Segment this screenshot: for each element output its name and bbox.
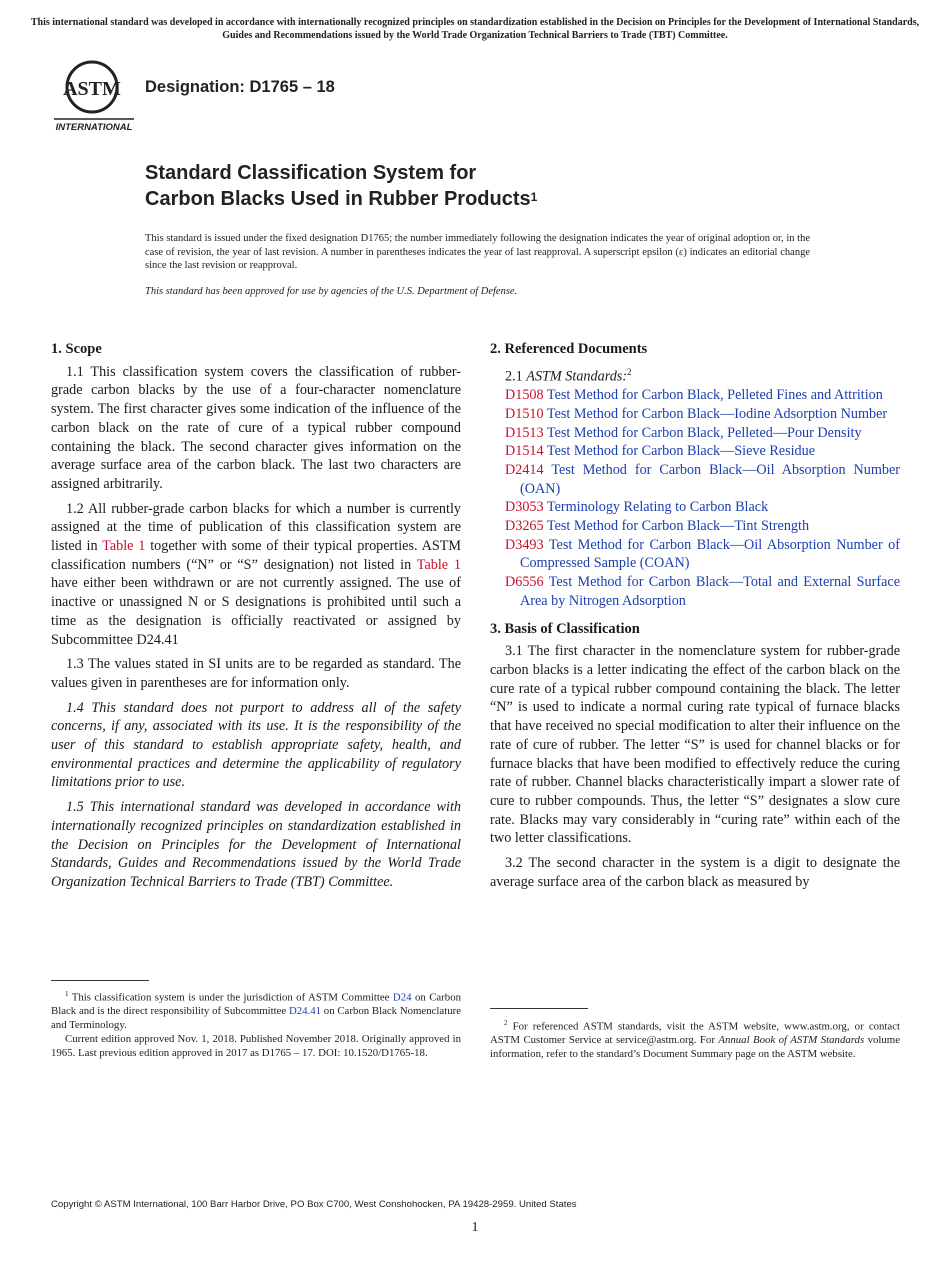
right-column — [490, 340, 900, 897]
title-line-1: Standard Classification System for — [145, 162, 477, 184]
d24-link[interactable]: D24 — [392, 991, 412, 1004]
reference-title-link[interactable]: Test Method for Carbon Black—Iodine Adsorption Number — [546, 405, 888, 422]
reference-code-link[interactable]: D1513 — [505, 424, 544, 441]
document-title — [145, 160, 537, 212]
footnote-1: $^1$ This classification system is under the jurisdiction of ASTM Committee D24 on Carbon Black and is the direct responsibility of Subcommittee D24.41 on Carbon Black Nomenclature and Terminology. Current edition approved Nov. 1, 2018. Published November 2018. Originally approved in 1965. Last previous edition approved in 2017 as D1765 – 17. DOI: 10.1520/D1765-18. — [51, 990, 461, 1059]
reference-item — [505, 498, 900, 517]
reference-code-link[interactable]: D3053 — [505, 499, 544, 516]
footnote-1-edition: Current edition approved Nov. 1, 2018. Published November 2018. Originally approved in 1965. Last previous edition approved in 2017 as D1765 – 17. DOI: 10.1520/D1765-18. — [51, 1033, 461, 1059]
dod-approval: This standard has been approved for use by agencies of the U.S. Department of Defense. — [145, 286, 518, 297]
reference-item — [505, 442, 900, 461]
reference-title-link[interactable]: Test Method for Carbon Black—Tint Strength — [546, 518, 810, 535]
reference-item — [505, 405, 900, 424]
para-3-2: 3.2 The second character in the system is a digit to designate the average surface area of the carbon black as measured by — [490, 855, 900, 890]
footnote-2: $^2$ For referenced ASTM standards, visit the ASTM website, www.astm.org, or contact ASTM Customer Service at service@astm.org. For Annual Book of ASTM Standards volume information, refer to the standard’s Document Summary page on the ASTM website. — [490, 1019, 900, 1060]
reference-item — [505, 386, 900, 405]
section-basis-heading: 3. Basis of Classification — [490, 620, 640, 637]
reference-code-link[interactable]: D6556 — [505, 574, 544, 591]
para-1-1: 1.1 This classification system covers the classification of rubber-grade carbon blacks by the use of a four-character nomenclature system. The first character gives some indication of the influence of the carbon black on the rate of cure of a typical rubber compound containing the black. The second character gives information on the average surface area of the carbon black. The last two characters are assigned arbitrarily. — [51, 363, 461, 492]
reference-code-link[interactable]: D3265 — [505, 518, 544, 535]
reference-title-link[interactable]: Test Method for Carbon Black—Oil Absorption Number of Compressed Sample (COAN) — [520, 536, 900, 572]
copyright-line: Copyright © ASTM International, 100 Barr Harbor Drive, PO Box C700, West Conshohocken, PA 19428-2959. United States — [51, 1199, 577, 1210]
para-3-1: 3.1 The first character in the nomenclature system for rubber-grade carbon blacks is a letter indicating the effect of the carbon black on the cure rate of a typical rubber compound containing the black. The letter “N” is used to indicate a normal curing rate typical of furnace blacks that have received no special modification to alter their influence on the rate of cure of rubber. The letter “S” is used for channel blacks or for furnace blacks that have been modified to effectively reduce the curing rate of rubber. Channel blacks characteristically impart a slower rate of cure to rubber compounds. Thus, the letter “S” designates a slow cure rate. Blacks may vary considerably in “curing rate” within each of the two letter classifications. — [490, 643, 900, 847]
reference-code-link[interactable]: D1514 — [505, 443, 544, 460]
para-1-4: 1.4 This standard does not purport to address all of the safety concerns, if any, associated with its use. It is the responsibility of the user of this standard to establish appropriate safety, health, and environmental practices and determine the applicability of regulatory limitations prior to use. — [51, 699, 461, 791]
para-1-5: 1.5 This international standard was developed in accordance with internationally recognized principles on standardization established in the Decision on Principles for the Development of International Standards, Guides and Recommendations issued by the World Trade Organization Technical Barriers to Trade (TBT) Committee. — [51, 799, 461, 890]
astm-standards-subheading: 2.1 ASTM Standards:$^2$ — [505, 366, 632, 385]
para-1-3: 1.3 The values stated in SI units are to be regarded as standard. The values given in parentheses are for information only. — [51, 656, 461, 691]
page-number: 1 — [471, 1220, 479, 1235]
reference-title-link[interactable]: Test Method for Carbon Black, Pelleted—Pour Density — [546, 424, 862, 441]
section-references-heading: 2. Referenced Documents — [490, 341, 648, 357]
table-1-link[interactable]: Table 1 — [416, 556, 462, 573]
title-footnote-marker: 1 — [530, 190, 538, 204]
section-scope-heading: 1. Scope — [51, 341, 102, 357]
issued-statement: This standard is issued under the fixed designation D1765; the number immediately following the designation indicates the year of original adoption or, in the case of revision, the year of last revision. A number in parentheses indicates the year of last reapproval. A superscript epsilon (ε) indicates an editorial change since the last revision or reapproval. — [145, 233, 810, 271]
reference-item — [505, 536, 900, 573]
reference-title-link[interactable]: Terminology Relating to Carbon Black — [546, 499, 769, 516]
reference-item — [505, 461, 900, 498]
reference-code-link[interactable]: D2414 — [505, 461, 544, 478]
reference-code-link[interactable]: D1510 — [505, 405, 544, 422]
footnote-rule-left — [51, 980, 149, 981]
table-1-link[interactable]: Table 1 — [102, 538, 146, 555]
logo-letters: ASTM — [63, 78, 121, 100]
reference-code-link[interactable]: D3493 — [505, 536, 544, 553]
para-1-2: 1.2 All rubber-grade carbon blacks for which a number is currently assigned at the time of publication of this classification system are listed in Table 1 together with some of their typical properties. ASTM classification numbers (“N” or “S” designation) not listed in Table 1 have either been withdrawn or are not currently assigned. The use of inactive or unassigned N or S designations is prohibited until such a time as the designation is officially reactivated or assigned by Subcommittee D24.41 — [51, 500, 462, 648]
reference-title-link[interactable]: Test Method for Carbon Black—Sieve Residue — [546, 443, 816, 460]
reference-code-link[interactable]: D1508 — [505, 387, 544, 404]
reference-list — [490, 386, 900, 610]
title-line-2: Carbon Blacks Used in Rubber Products — [145, 188, 531, 210]
reference-title-link[interactable]: Test Method for Carbon Black—Total and External Surface Area by Nitrogen Adsorption — [520, 574, 900, 609]
left-column — [51, 340, 461, 898]
reference-title-link[interactable]: Test Method for Carbon Black, Pelleted Fines and Attrition — [546, 387, 883, 404]
footnote-rule-right — [490, 1008, 588, 1009]
logo-label: INTERNATIONAL — [55, 122, 133, 133]
d24-41-link[interactable]: D24.41 — [288, 1005, 322, 1018]
designation: Designation: D1765 – 18 — [145, 78, 335, 96]
astm-logo — [52, 57, 136, 133]
reference-item — [505, 517, 900, 536]
reference-title-link[interactable]: Test Method for Carbon Black—Oil Absorption Number (OAN) — [520, 461, 900, 497]
reference-item — [505, 424, 900, 443]
reference-item — [505, 573, 900, 610]
wto-notice: This international standard was developed in accordance with internationally recognized principles on standardization established in the Decision on Principles for the Development of International Standards, Guides and Recommendations issued by the World Trade Organization Technical Barriers to Trade (TBT) Committee. — [30, 17, 920, 41]
